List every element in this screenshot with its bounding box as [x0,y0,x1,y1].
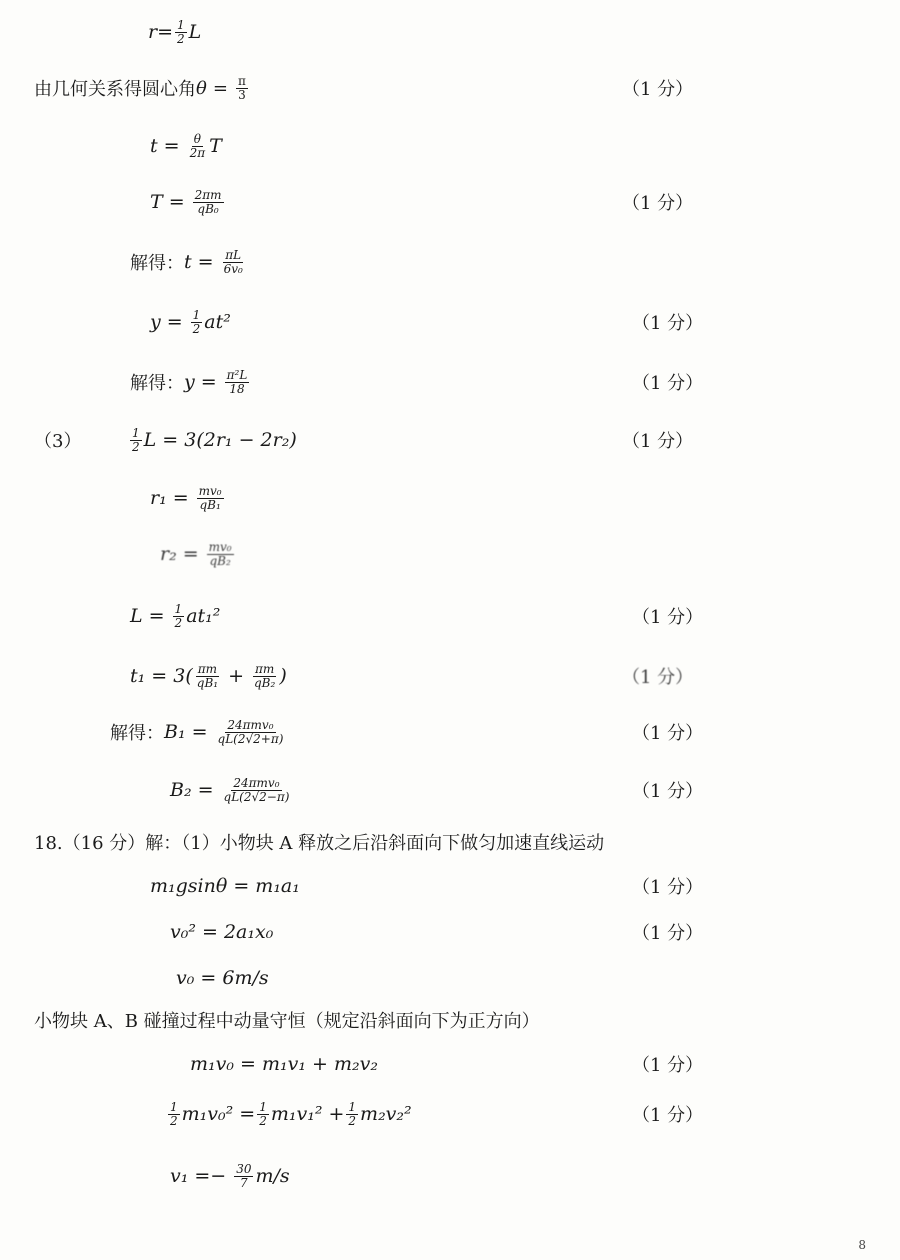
points-label: （1 分） [632,607,704,628]
equation-r: r = $\frac{1}{2}$ L [148,17,202,46]
equation-momentum: m₁v₀ = m₁v₁ + m₂v₂ （1 分） [0,1044,900,1084]
points-label: （1 分） [632,373,704,394]
points-label: （1 分） [632,923,704,944]
points-label: （1 分） [622,79,694,100]
solution-B2: B₂ = $\frac{\text{24πmv₀}}{qL(2√2-\pi)}$ （1 分） [0,770,900,810]
question-18-header: 18.（16 分）解：（1）小物块 A 释放之后沿斜面向下做匀加速直线运动 [34,833,605,854]
equation-velocity-squared: v₀² = 2a₁x₀ （1 分） [0,912,900,952]
points-label: （1 分） [632,1105,704,1126]
equation-y: y = $\frac{1}{2}$ at² （1 分） [0,302,900,342]
solution-B1: 解得： B₁ = $\frac{\text{24πmv₀}}{qL(2√2+\pi)}$ （1 分） [0,712,900,752]
equation-r1: r₁ = $\frac{\text{mv₀}}{\text{qB₁}}$ [150,483,222,512]
equation-r2: r₂ = $\frac{\text{mv₀}}{\text{qB₂}}$ [160,539,232,568]
points-label: （1 分） [632,1055,704,1076]
equation-period: T = $\frac{2\pi m}{\text{qB₀}}$ （1 分） [0,182,900,222]
page-number: 8 [858,1238,866,1252]
points-label: （1 分） [622,431,694,452]
solution-t: 解得： t = $\frac{\pi L}{\text{6v₀}}$ [130,247,243,276]
geometry-angle-line: 由几何关系得圆心角 θ = $\frac{\pi}{3}$ （1 分） [0,68,900,108]
points-label: （1 分） [632,723,704,744]
equation-t1: t₁ = 3( $\frac{\pi m}{\text{qB₁}}$ + $\frac{\pi m}{\text{qB₂}}$ ) （1 分） [0,656,900,696]
equation-t-theta: t = $\frac{\theta}{2\pi}$ T [150,131,222,160]
equation-force: m₁gsinθ = m₁a₁ （1 分） [0,866,900,906]
part-3-equation: （3） $\frac{1}{2}$ L = 3(2r₁ − 2r₂) （1 分） [0,420,900,460]
solution-y: 解得： y = $\frac{\text{π²L}}{18}$ （1 分） [0,362,900,402]
points-label: （1 分） [622,667,694,688]
equation-v0: v₀ = 6m/s [176,967,269,989]
points-label: （1 分） [632,877,704,898]
solution-v1: v₁ =− $\frac{30}{7}$ m/s [170,1161,290,1190]
points-label: （1 分） [632,781,704,802]
points-label: （1 分） [622,193,694,214]
equation-energy: $\frac{1}{2}$ m₁v₀² = $\frac{1}{2}$ m₁v₁² + $\frac{1}{2}$ m₂v₂² （1 分） [0,1094,900,1134]
points-label: （1 分） [632,313,704,334]
momentum-statement: 小物块 A、B 碰撞过程中动量守恒（规定沿斜面向下为正方向） [34,1011,540,1032]
part-label: （3） [34,431,82,452]
equation-L: L = $\frac{1}{2}$ at₁² （1 分） [0,596,900,636]
